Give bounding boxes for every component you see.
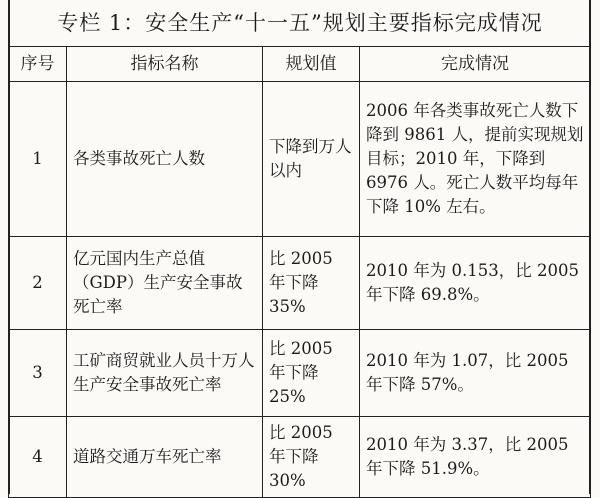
cell-target: 比 2005 年下降 30% (263, 417, 360, 498)
cell-index: 1 (9, 82, 67, 237)
header-row (9, 47, 591, 82)
box-title: 专栏 1：安全生产“十一五”规划主要指标完成情况 (57, 11, 543, 35)
cell-status: 2006 年各类事故死亡人数下降到 9861 人，提前实现规划目标；2010 年，下降到 6976 人。死亡人数平均每年下降 10% 左右。 (360, 82, 591, 237)
indicator-table (8, 46, 591, 498)
cell-index: 3 (9, 330, 67, 417)
cell-name: 工矿商贸就业人员十万人生产安全事故死亡率 (67, 330, 263, 417)
cell-target: 比 2005 年下降 35% (263, 237, 360, 330)
table-row (9, 330, 591, 417)
cell-index: 4 (9, 417, 67, 498)
cell-name: 道路交通万车死亡率 (67, 417, 263, 498)
table-row (9, 237, 591, 330)
header-target: 规划值 (263, 47, 360, 82)
header-index: 序号 (9, 47, 67, 82)
cell-name: 各类事故死亡人数 (67, 82, 263, 237)
cell-status: 2010 年为 3.37，比 2005 年下降 51.9%。 (360, 417, 591, 498)
cell-name: 亿元国内生产总值（GDP）生产安全事故死亡率 (67, 237, 263, 330)
cell-status: 2010 年为 0.153，比 2005 年下降 69.8%。 (360, 237, 591, 330)
cell-status: 2010 年为 1.07，比 2005 年下降 57%。 (360, 330, 591, 417)
cell-index: 2 (9, 237, 67, 330)
table-row (9, 82, 591, 237)
table-row (9, 417, 591, 498)
cell-target: 下降到万人以内 (263, 82, 360, 237)
header-status: 完成情况 (360, 47, 591, 82)
header-name: 指标名称 (67, 47, 263, 82)
cell-target: 比 2005 年下降 25% (263, 330, 360, 417)
